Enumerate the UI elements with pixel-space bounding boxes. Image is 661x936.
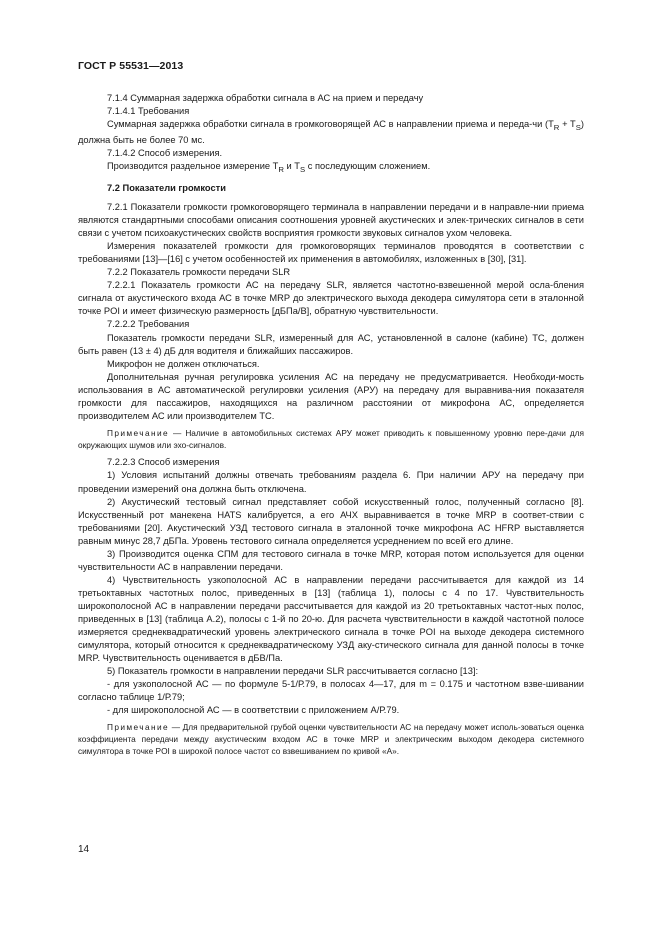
list-item-wideband: - для широкополосной АС — в соответствии с приложением А/Р.79. <box>107 705 400 716</box>
paragraph-step-4: 4) Чувствительность узкополосной АС в направлении передачи рассчитывается для каждой из 14 третьоктавных частотных полос, приведенных в [13] (таблица 1), полосы с 4 по 17. Чувствительность широкополосной АС в направлении передачи рассчитывается для каждой из 20 третьоктавных частот-ных полос, приведенных в [13] (таблица А.2), полосы с 1-й по 20-ю. Для расчета чувствительности в каждой частотной полосе измеряется среднеквадратический уровень электрического сигнала в точке POI на выходе декодера системного симулятора, который относится к среднеквадратическому УЗД аку-стического сигнала для данной полосы в точке MRP. Чувствительность оценивается в дБВ/Па. <box>78 574 584 664</box>
text-run: + T <box>559 119 576 130</box>
paragraph-7-1-4: 7.1.4 Суммарная задержка обработки сигнала в АС на прием и передачу <box>107 93 424 103</box>
paragraph-loudness-measurements: Измерения показателей громкости для громкоговорящих терминалов проводятся в соответствии с требованиями [13]—[16] с учетом особенностей их применения в автомобилях, изложенных в [30], [31]. <box>78 241 584 265</box>
document-header: ГОСТ Р 55531—2013 <box>78 60 184 72</box>
section-title-7-2: 7.2 Показатели громкости <box>107 183 226 193</box>
paragraph-7-2-2-1: 7.2.2.1 Показатель громкости АС на передачу SLR, является частотно-взвешенной мерой осла-бления сигнала от акустического входа АС в точке MRP до электрического выхода декодера симулятора сети в эталонной точке POI и имеет физическую размерность [дБПа/В], обратную чувствительности. <box>78 280 584 317</box>
text-run: и T <box>283 161 300 172</box>
text-run: ) должна быть не более 70 мс. <box>78 119 584 145</box>
paragraph-step-3: 3) Производится оценка СПМ для тестового сигнала в точке MRP, которая потом используется для оценки чувствительности АС в направлении передачи. <box>78 548 584 572</box>
subscript: R <box>553 122 560 132</box>
note-text: — Для предварительной грубой оценки чувствительности АС на передачу может исполь-зоваться оценка коэффициента передачи между акустическим входом АС в точке MRP и электрическим выходом декодера системного симулятора в точке POI в широкой полосе частот со взвешиванием по кривой «А». <box>78 722 584 756</box>
paragraph-step-1: 1) Условия испытаний должны отвечать требованиям раздела 6. При наличии АРУ на передачу при проведении измерений она должна быть отключена. <box>78 470 584 494</box>
paragraph-step-2: 2) Акустический тестовый сигнал представляет собой искусственный голос, полученный согласно [8]. Искусственный рот манекена HATS калибруется, а его АЧХ выравнивается в точке MRP в соответ-ствии с требованиями [20]. Акустический УЗД тестового сигнала в эталонной точке микрофона АС HFRP выставляется равным минус 28,7 дБПа. Уровень тестового сигнала определяется усреднением по всей его длине. <box>78 496 584 546</box>
paragraph-microphone: Микрофон не должен отключаться. <box>107 358 260 369</box>
page-number: 14 <box>78 844 90 855</box>
paragraph-slr-requirement: Показатель громкости передачи SLR, измеренный для АС, установленной в салоне (кабине) ТС, должен быть равен (13 ± 4) дБ для водителя и ближайших пассажиров. <box>78 332 584 356</box>
document-body <box>78 92 584 763</box>
paragraph-separate-measurement <box>78 160 584 176</box>
text-run: с последующим сложением. <box>305 161 431 172</box>
paragraph-7-2-2-3: 7.2.2.3 Способ измерения <box>107 457 220 468</box>
paragraph-7-1-4-1: 7.1.4.1 Требования <box>107 106 190 117</box>
note-agc <box>78 428 584 452</box>
note-text: — Наличие в автомобильных системах АРУ может приводить к повышенному уровню пере-дачи для окружающих шумов или эхо-сигналов. <box>78 427 584 450</box>
list-item-narrowband: - для узкополосной АС — по формуле 5-1/Р.79, в полосах 4—17, для m = 0.175 и частотном взве-шивании согласно таблице 1/Р.79; <box>78 679 584 703</box>
subscript: R <box>278 164 284 174</box>
paragraph-7-2-2: 7.2.2 Показатель громкости передачи SLR <box>107 267 291 278</box>
note-rough-estimate <box>78 722 584 757</box>
paragraph-step-5: 5) Показатель громкости в направлении передачи SLR рассчитывается согласно [13]: <box>107 666 479 677</box>
subscript: S <box>575 122 581 132</box>
paragraph-7-1-4-2: 7.1.4.2 Способ измерения. <box>107 148 223 159</box>
note-label: Примечание <box>107 722 170 733</box>
paragraph-gain-control: Дополнительная ручная регулировка усиления АС на передачу не предусматривается. Необходи-мость использования в АС автоматической регулировки усиления (АРУ) на передачу для выравнива-ния показателя громкости для пассажиров, находящихся на различном расстоянии от микрофона АС, определяется производителем АС или производителем ТС. <box>78 371 584 421</box>
subscript: S <box>300 164 306 174</box>
paragraph-delay-requirement <box>78 118 584 147</box>
paragraph-7-2-1: 7.2.1 Показатели громкости громкоговорящего терминала в направлении передачи и в направле-нии приема являются стандартными способами описания соотношения уровней акустических и элек-трических сигналов в сети связи с учетом психоакустических свойств восприятия громкости звуковых сигналов ухом человека. <box>78 202 584 239</box>
text-run: Производится раздельное измерение T <box>107 161 279 172</box>
note-label: Примечание <box>107 427 170 438</box>
text-run: Суммарная задержка обработки сигнала в громкоговорящей АС в направлении приема и переда-чи (T <box>107 119 554 130</box>
paragraph-7-2-2-2: 7.2.2.2 Требования <box>107 319 190 330</box>
